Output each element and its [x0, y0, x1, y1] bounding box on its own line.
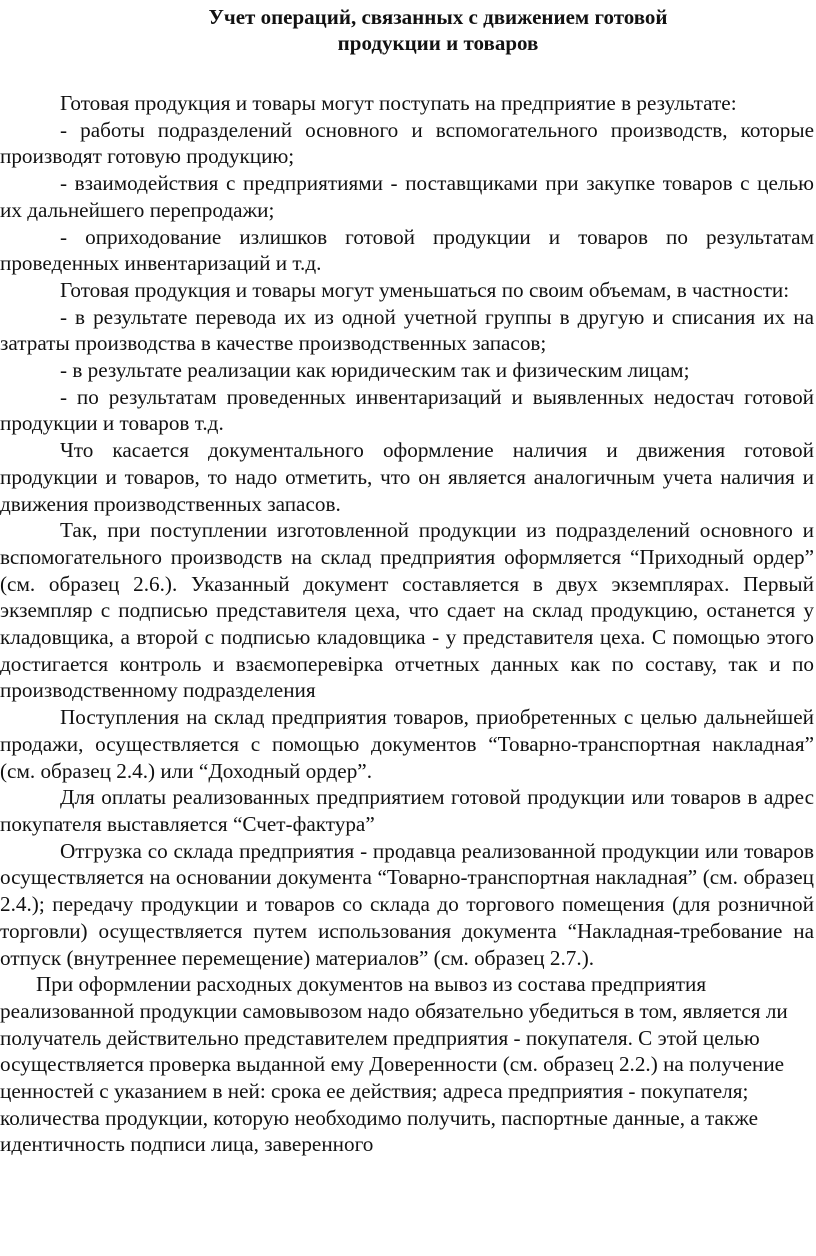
paragraph-receipt-item-3: - оприходование излишков готовой продукции и товаров по результатам проведенных инвентаризаций и т.д.	[0, 224, 814, 276]
paragraph-decrease-item-2: - в результате реализации как юридическим так и физическим лицам;	[60, 358, 690, 383]
title-line-2: продукции и товаров	[337, 31, 539, 55]
paragraph-invoice: Для оплаты реализованных предприятием готовой продукции или товаров в адрес покупателя выставляется “Счет-фактура”	[0, 785, 814, 836]
paragraph-goods-receipt: Поступления на склад предприятия товаров, приобретенных с целью дальнейшей продажи, осуществляется с помощью документов “Товарно-транспортная накладная” (см. образец 2.4.) или “Доходный ордер”.	[0, 705, 814, 783]
paragraph-self-pickup: При оформлении расходных документов на вывоз из состава предприятия реализованной продукции самовывозом надо обязательно убедиться в том, является ли получатель действительно представителем предприятия - покупателя. С этой целью осуществляется проверка выданной ему Доверенности (см. образец 2.2.) на получение ценностей с указанием в ней: срока ее действия; адреса предприятия - покупателя; количества продукции, которую необходимо получить, паспортные данные, а также идентичность подписи лица, заверенного	[0, 972, 788, 1157]
document-body	[0, 90, 816, 1158]
paragraph-intro-receipt: Готовая продукция и товары могут поступать на предприятие в результате:	[60, 91, 737, 115]
paragraph-intro-decrease: Готовая продукция и товары могут уменьшаться по своим объемам, в частности:	[60, 277, 790, 302]
paragraph-documentation: Что касается документального оформление наличия и движения готовой продукции и товаров, то надо отметить, что он является аналогичным учета наличия и движения производственных запасов.	[0, 438, 814, 516]
title-line-1: Учет операций, связанных с движением готовой	[208, 5, 668, 29]
paragraph-receipt-order: Так, при поступлении изготовленной продукции из подразделений основного и вспомогательного производств на склад предприятия оформляется “Приходный ордер” (см. образец 2.6.). Указанный документ составляется в двух экземплярах. Первый экземпляр с подписью представителя цеха, что сдает на склад продукцию, останется у кладовщика, а второй с подписью кладовщика - у представителя цеха. С помощью этого достигается контроль и взаємоперевірка отчетных данных как по составу, так и по производственному подразделения	[0, 518, 814, 703]
paragraph-receipt-item-1: - работы подразделений основного и вспомогательного производств, которые производят готовую продукцию;	[0, 117, 814, 169]
page-title	[0, 4, 816, 56]
paragraph-receipt-item-2: - взаимодействия с предприятиями - поставщиками при закупке товаров с целью их дальнейшего перепродажи;	[0, 171, 814, 222]
paragraph-shipment: Отгрузка со склада предприятия - продавца реализованной продукции или товаров осуществляется на основании документа “Товарно-транспортная накладная” (см. образец 2.4.); передачу продукции и товаров со склада до торгового помещения (для розничной торговли) осуществляется путем использования документа “Накладная-требование на отпуск (внутреннее перемещение) материалов” (см. образец 2.7.).	[0, 838, 814, 970]
paragraph-decrease-item-1: - в результате перевода их из одной учетной группы в другую и списания их на затраты производства в качестве производственных запасов;	[0, 304, 814, 356]
paragraph-decrease-item-3: - по результатам проведенных инвентаризаций и выявленных недостач готовой продукции и товаров т.д.	[0, 384, 814, 436]
